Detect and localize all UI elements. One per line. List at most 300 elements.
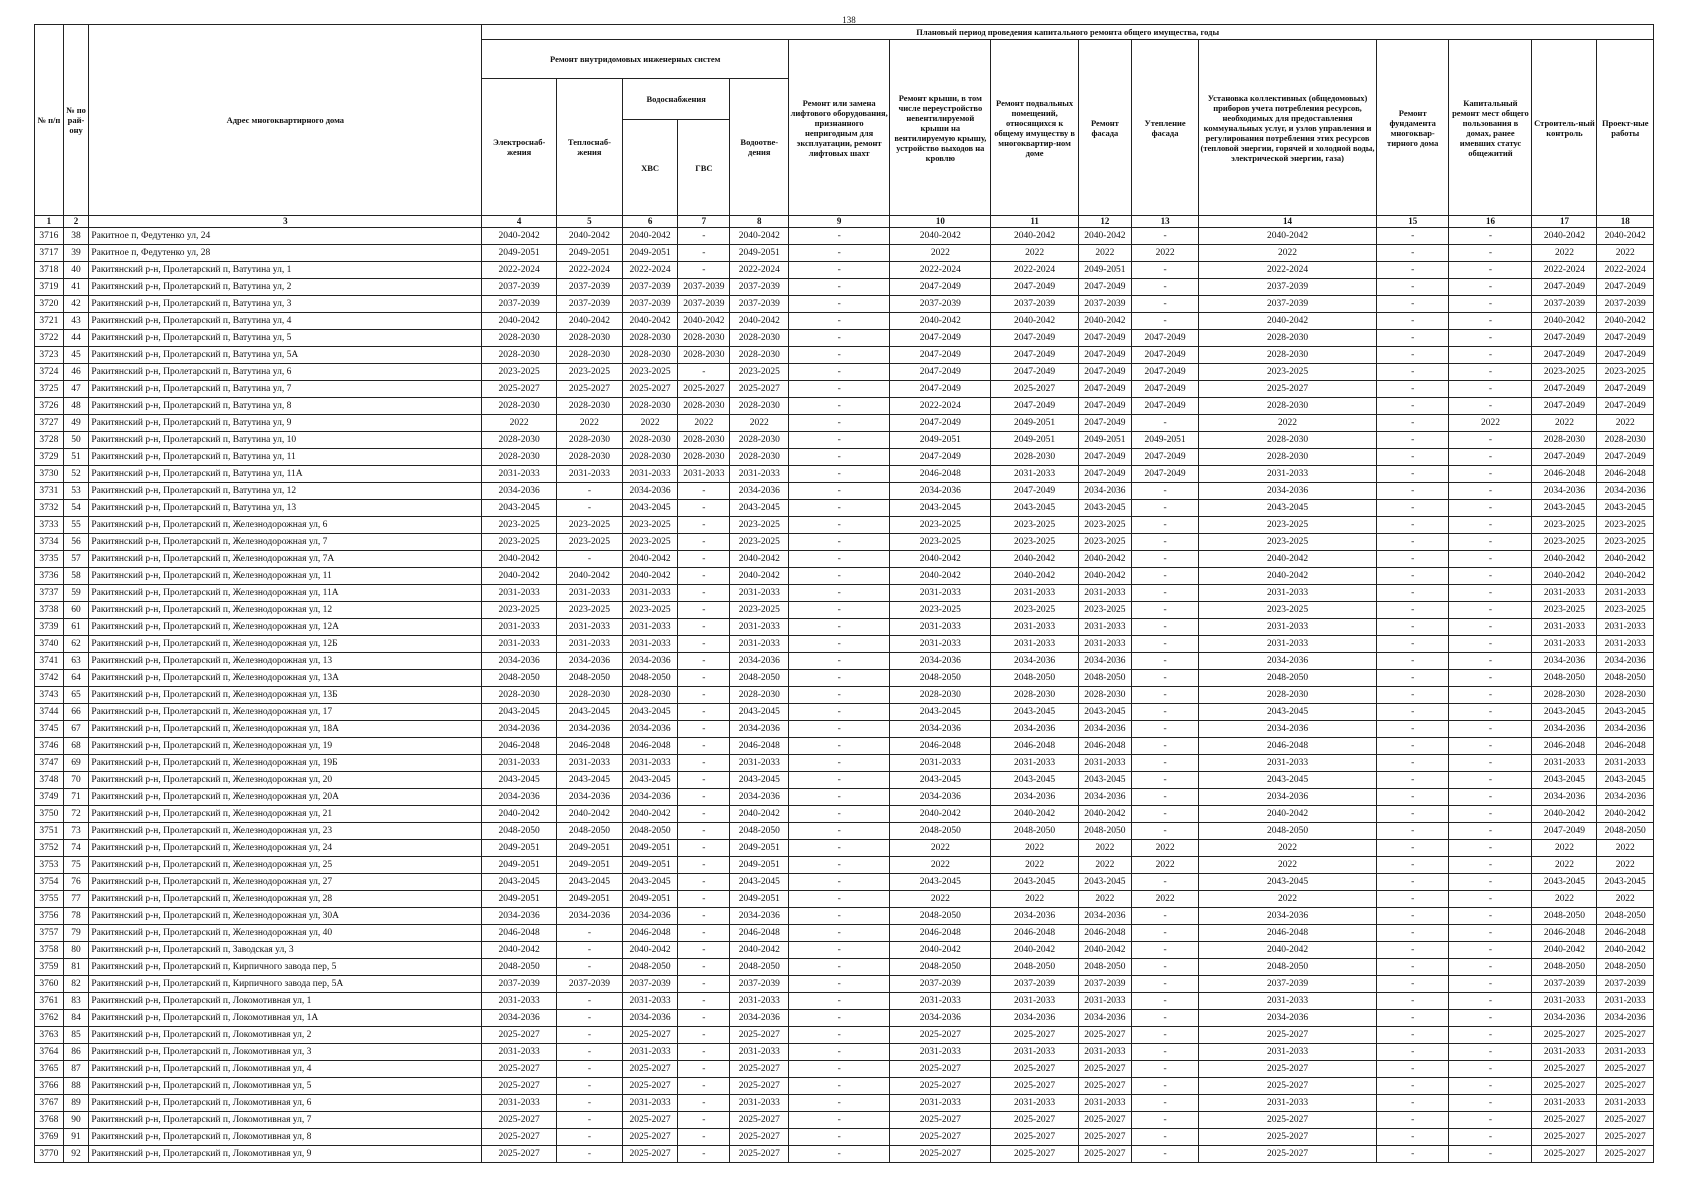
cell-insulation: 2022 xyxy=(1132,840,1199,857)
cell-basement: 2023-2025 xyxy=(991,517,1078,534)
cell-facade: 2023-2025 xyxy=(1078,534,1131,551)
cell-heat: 2037-2039 xyxy=(556,279,622,296)
cell-foundation: - xyxy=(1376,1044,1448,1061)
cell-facade: 2031-2033 xyxy=(1078,636,1131,653)
cell-heat: 2048-2050 xyxy=(556,670,622,687)
cell-dormitory: - xyxy=(1449,228,1532,245)
cell-district-num: 70 xyxy=(63,772,89,789)
cell-hot-water: - xyxy=(678,874,730,891)
cell-row-num: 3740 xyxy=(35,636,64,653)
cell-design-works: 2022 xyxy=(1597,245,1654,262)
cell-address: Ракитянский р-н, Пролетарский п, Локомотивная ул, 3 xyxy=(89,1044,482,1061)
cell-elevator: - xyxy=(789,772,890,789)
cell-design-works: 2028-2030 xyxy=(1597,687,1654,704)
cell-elevator: - xyxy=(789,313,890,330)
cell-meters: 2025-2027 xyxy=(1199,1061,1377,1078)
cell-basement: 2049-2051 xyxy=(991,415,1078,432)
cell-elevator: - xyxy=(789,891,890,908)
cell-meters: 2034-2036 xyxy=(1199,1010,1377,1027)
cell-construction-control: 2028-2030 xyxy=(1532,432,1597,449)
cell-construction-control: 2047-2049 xyxy=(1532,398,1597,415)
cell-design-works: 2031-2033 xyxy=(1597,1044,1654,1061)
cell-row-num: 3730 xyxy=(35,466,64,483)
cell-roof: 2040-2042 xyxy=(890,551,991,568)
cell-hot-water: - xyxy=(678,772,730,789)
table-row xyxy=(35,755,1654,772)
cell-insulation: - xyxy=(1132,942,1199,959)
cell-roof: 2022 xyxy=(890,245,991,262)
cell-row-num: 3724 xyxy=(35,364,64,381)
cell-hot-water: 2028-2030 xyxy=(678,449,730,466)
cell-row-num: 3716 xyxy=(35,228,64,245)
cell-insulation: 2049-2051 xyxy=(1132,432,1199,449)
cell-sewer: 2034-2036 xyxy=(730,483,789,500)
cell-facade: 2025-2027 xyxy=(1078,1112,1131,1129)
cell-hot-water: - xyxy=(678,568,730,585)
table-row xyxy=(35,840,1654,857)
cell-heat: - xyxy=(556,1095,622,1112)
cell-hot-water: 2031-2033 xyxy=(678,466,730,483)
cell-construction-control: 2040-2042 xyxy=(1532,313,1597,330)
cell-row-num: 3764 xyxy=(35,1044,64,1061)
table-row xyxy=(35,1027,1654,1044)
cell-elevator: - xyxy=(789,959,890,976)
cell-district-num: 63 xyxy=(63,653,89,670)
cell-address: Ракитянский р-н, Пролетарский п, Железнодорожная ул, 25 xyxy=(89,857,482,874)
cell-design-works: 2031-2033 xyxy=(1597,1095,1654,1112)
column-number-row xyxy=(35,216,1654,228)
cell-heat: - xyxy=(556,1010,622,1027)
cell-insulation: - xyxy=(1132,602,1199,619)
cell-heat: 2023-2025 xyxy=(556,364,622,381)
cell-row-num: 3748 xyxy=(35,772,64,789)
cell-address: Ракитянский р-н, Пролетарский п, Железнодорожная ул, 17 xyxy=(89,704,482,721)
cell-row-num: 3749 xyxy=(35,789,64,806)
cell-meters: 2043-2045 xyxy=(1199,772,1377,789)
cell-heat: - xyxy=(556,551,622,568)
cell-sewer: 2025-2027 xyxy=(730,381,789,398)
cell-address: Ракитянский р-н, Пролетарский п, Железнодорожная ул, 13Б xyxy=(89,687,482,704)
cell-basement: 2031-2033 xyxy=(991,636,1078,653)
cell-cold-water: 2031-2033 xyxy=(622,993,677,1010)
cell-district-num: 38 xyxy=(63,228,89,245)
column-number: 9 xyxy=(789,216,890,228)
cell-district-num: 90 xyxy=(63,1112,89,1129)
cell-cold-water: 2031-2033 xyxy=(622,619,677,636)
cell-cold-water: 2025-2027 xyxy=(622,1129,677,1146)
cell-roof: 2022 xyxy=(890,840,991,857)
cell-address: Ракитянский р-н, Пролетарский п, Локомотивная ул, 7 xyxy=(89,1112,482,1129)
cell-facade: 2047-2049 xyxy=(1078,415,1131,432)
cell-foundation: - xyxy=(1376,874,1448,891)
cell-district-num: 67 xyxy=(63,721,89,738)
cell-elevator: - xyxy=(789,1095,890,1112)
cell-design-works: 2048-2050 xyxy=(1597,823,1654,840)
cell-dormitory: - xyxy=(1449,619,1532,636)
cell-district-num: 40 xyxy=(63,262,89,279)
cell-construction-control: 2047-2049 xyxy=(1532,279,1597,296)
cell-district-num: 39 xyxy=(63,245,89,262)
cell-design-works: 2040-2042 xyxy=(1597,568,1654,585)
cell-hot-water: - xyxy=(678,721,730,738)
cell-cold-water: 2040-2042 xyxy=(622,313,677,330)
cell-design-works: 2025-2027 xyxy=(1597,1129,1654,1146)
cell-dormitory: - xyxy=(1449,942,1532,959)
cell-cold-water: 2031-2033 xyxy=(622,1095,677,1112)
table-row xyxy=(35,330,1654,347)
cell-heat: 2023-2025 xyxy=(556,602,622,619)
cell-foundation: - xyxy=(1376,347,1448,364)
cell-address: Ракитное п, Федутенко ул, 28 xyxy=(89,245,482,262)
cell-insulation: - xyxy=(1132,415,1199,432)
cell-electric: 2043-2045 xyxy=(482,500,557,517)
cell-basement: 2034-2036 xyxy=(991,908,1078,925)
cell-insulation: - xyxy=(1132,313,1199,330)
cell-sewer: 2043-2045 xyxy=(730,874,789,891)
cell-elevator: - xyxy=(789,1010,890,1027)
cell-roof: 2023-2025 xyxy=(890,602,991,619)
cell-row-num: 3734 xyxy=(35,534,64,551)
cell-heat: 2028-2030 xyxy=(556,687,622,704)
cell-dormitory: - xyxy=(1449,500,1532,517)
cell-construction-control: 2022 xyxy=(1532,245,1597,262)
cell-foundation: - xyxy=(1376,500,1448,517)
cell-cold-water: 2043-2045 xyxy=(622,500,677,517)
cell-meters: 2040-2042 xyxy=(1199,568,1377,585)
cell-elevator: - xyxy=(789,721,890,738)
cell-meters: 2028-2030 xyxy=(1199,432,1377,449)
cell-cold-water: 2025-2027 xyxy=(622,1027,677,1044)
table-row xyxy=(35,245,1654,262)
column-number: 5 xyxy=(556,216,622,228)
cell-meters: 2025-2027 xyxy=(1199,1027,1377,1044)
cell-hot-water: - xyxy=(678,1061,730,1078)
cell-address: Ракитянский р-н, Пролетарский п, Железнодорожная ул, 19Б xyxy=(89,755,482,772)
cell-design-works: 2034-2036 xyxy=(1597,721,1654,738)
cell-basement: 2025-2027 xyxy=(991,1129,1078,1146)
table-row xyxy=(35,1095,1654,1112)
cell-elevator: - xyxy=(789,823,890,840)
cell-construction-control: 2047-2049 xyxy=(1532,823,1597,840)
cell-cold-water: 2031-2033 xyxy=(622,636,677,653)
cell-roof: 2048-2050 xyxy=(890,908,991,925)
cell-electric: 2034-2036 xyxy=(482,653,557,670)
table-row xyxy=(35,398,1654,415)
cell-hot-water: - xyxy=(678,670,730,687)
header-address: Адрес многоквартирного дома xyxy=(89,25,482,216)
cell-dormitory: - xyxy=(1449,432,1532,449)
cell-dormitory: - xyxy=(1449,568,1532,585)
cell-cold-water: 2025-2027 xyxy=(622,1078,677,1095)
cell-electric: 2034-2036 xyxy=(482,908,557,925)
cell-heat: - xyxy=(556,1044,622,1061)
cell-sewer: 2031-2033 xyxy=(730,1044,789,1061)
cell-meters: 2031-2033 xyxy=(1199,619,1377,636)
cell-sewer: 2034-2036 xyxy=(730,653,789,670)
cell-insulation: - xyxy=(1132,296,1199,313)
cell-foundation: - xyxy=(1376,653,1448,670)
cell-dormitory: - xyxy=(1449,364,1532,381)
cell-cold-water: 2023-2025 xyxy=(622,534,677,551)
cell-electric: 2025-2027 xyxy=(482,1027,557,1044)
cell-dormitory: 2022 xyxy=(1449,415,1532,432)
cell-dormitory: - xyxy=(1449,1112,1532,1129)
cell-facade: 2022 xyxy=(1078,840,1131,857)
cell-insulation: - xyxy=(1132,721,1199,738)
cell-construction-control: 2022 xyxy=(1532,840,1597,857)
cell-elevator: - xyxy=(789,670,890,687)
cell-elevator: - xyxy=(789,296,890,313)
cell-facade: 2031-2033 xyxy=(1078,1044,1131,1061)
cell-heat: - xyxy=(556,1112,622,1129)
cell-dormitory: - xyxy=(1449,517,1532,534)
cell-construction-control: 2043-2045 xyxy=(1532,500,1597,517)
cell-district-num: 44 xyxy=(63,330,89,347)
cell-roof: 2023-2025 xyxy=(890,534,991,551)
cell-sewer: 2023-2025 xyxy=(730,364,789,381)
cell-address: Ракитянский р-н, Пролетарский п, Кирпичного завода пер, 5А xyxy=(89,976,482,993)
cell-heat: 2048-2050 xyxy=(556,823,622,840)
cell-district-num: 58 xyxy=(63,568,89,585)
cell-cold-water: 2031-2033 xyxy=(622,585,677,602)
cell-dormitory: - xyxy=(1449,381,1532,398)
cell-heat: - xyxy=(556,1078,622,1095)
cell-electric: 2034-2036 xyxy=(482,483,557,500)
cell-address: Ракитянский р-н, Пролетарский п, Железнодорожная ул, 11 xyxy=(89,568,482,585)
cell-row-num: 3721 xyxy=(35,313,64,330)
cell-construction-control: 2031-2033 xyxy=(1532,755,1597,772)
cell-cold-water: 2037-2039 xyxy=(622,296,677,313)
cell-hot-water: - xyxy=(678,942,730,959)
cell-roof: 2048-2050 xyxy=(890,670,991,687)
cell-heat: 2040-2042 xyxy=(556,806,622,823)
cell-meters: 2025-2027 xyxy=(1199,1112,1377,1129)
cell-hot-water: - xyxy=(678,704,730,721)
cell-insulation: - xyxy=(1132,619,1199,636)
header-num: № п/п xyxy=(35,25,64,216)
cell-row-num: 3732 xyxy=(35,500,64,517)
cell-heat: 2040-2042 xyxy=(556,313,622,330)
cell-construction-control: 2047-2049 xyxy=(1532,330,1597,347)
cell-heat: 2028-2030 xyxy=(556,449,622,466)
cell-facade: 2046-2048 xyxy=(1078,738,1131,755)
cell-hot-water: - xyxy=(678,840,730,857)
table-row xyxy=(35,483,1654,500)
table-row xyxy=(35,381,1654,398)
cell-district-num: 71 xyxy=(63,789,89,806)
cell-facade: 2022 xyxy=(1078,857,1131,874)
cell-electric: 2043-2045 xyxy=(482,704,557,721)
cell-design-works: 2028-2030 xyxy=(1597,432,1654,449)
cell-roof: 2031-2033 xyxy=(890,993,991,1010)
cell-electric: 2031-2033 xyxy=(482,636,557,653)
cell-heat: 2028-2030 xyxy=(556,398,622,415)
cell-district-num: 76 xyxy=(63,874,89,891)
table-body xyxy=(35,228,1654,1163)
cell-hot-water: 2028-2030 xyxy=(678,432,730,449)
cell-row-num: 3761 xyxy=(35,993,64,1010)
cell-address: Ракитянский р-н, Пролетарский п, Ватутина ул, 6 xyxy=(89,364,482,381)
cell-foundation: - xyxy=(1376,330,1448,347)
cell-hot-water: - xyxy=(678,738,730,755)
cell-facade: 2043-2045 xyxy=(1078,772,1131,789)
cell-dormitory: - xyxy=(1449,721,1532,738)
cell-construction-control: 2048-2050 xyxy=(1532,959,1597,976)
table-row xyxy=(35,551,1654,568)
cell-electric: 2025-2027 xyxy=(482,1129,557,1146)
cell-address: Ракитянский р-н, Пролетарский п, Локомотивная ул, 2 xyxy=(89,1027,482,1044)
cell-address: Ракитянский р-н, Пролетарский п, Ватутина ул, 13 xyxy=(89,500,482,517)
cell-design-works: 2047-2049 xyxy=(1597,279,1654,296)
cell-meters: 2031-2033 xyxy=(1199,466,1377,483)
cell-insulation: - xyxy=(1132,636,1199,653)
cell-foundation: - xyxy=(1376,1146,1448,1163)
cell-electric: 2028-2030 xyxy=(482,432,557,449)
cell-basement: 2034-2036 xyxy=(991,653,1078,670)
cell-meters: 2040-2042 xyxy=(1199,942,1377,959)
cell-construction-control: 2043-2045 xyxy=(1532,772,1597,789)
cell-facade: 2047-2049 xyxy=(1078,364,1131,381)
cell-insulation: 2047-2049 xyxy=(1132,398,1199,415)
cell-foundation: - xyxy=(1376,670,1448,687)
cell-electric: 2034-2036 xyxy=(482,1010,557,1027)
header-meters: Установка коллективных (общедомовых) приборов учета потребления ресурсов, необходимых для предоставления коммунальных услуг, и узлов управления и регулирования потребления этих ресурсов (тепловой энергии, горячей и холодной воды, электрической энергии, газа) xyxy=(1199,40,1377,216)
cell-row-num: 3752 xyxy=(35,840,64,857)
table-row xyxy=(35,891,1654,908)
column-number: 15 xyxy=(1376,216,1448,228)
cell-meters: 2034-2036 xyxy=(1199,908,1377,925)
cell-sewer: 2048-2050 xyxy=(730,670,789,687)
cell-heat: 2040-2042 xyxy=(556,228,622,245)
cell-hot-water: - xyxy=(678,687,730,704)
cell-facade: 2031-2033 xyxy=(1078,619,1131,636)
cell-construction-control: 2037-2039 xyxy=(1532,296,1597,313)
cell-basement: 2022 xyxy=(991,891,1078,908)
cell-basement: 2023-2025 xyxy=(991,534,1078,551)
cell-roof: 2034-2036 xyxy=(890,789,991,806)
cell-insulation: - xyxy=(1132,976,1199,993)
cell-facade: 2040-2042 xyxy=(1078,313,1131,330)
cell-construction-control: 2025-2027 xyxy=(1532,1078,1597,1095)
cell-sewer: 2031-2033 xyxy=(730,619,789,636)
cell-sewer: 2022-2024 xyxy=(730,262,789,279)
cell-heat: - xyxy=(556,993,622,1010)
cell-address: Ракитянский р-н, Пролетарский п, Ватутина ул, 11А xyxy=(89,466,482,483)
cell-hot-water: - xyxy=(678,1095,730,1112)
cell-hot-water: - xyxy=(678,619,730,636)
cell-foundation: - xyxy=(1376,415,1448,432)
cell-basement: 2025-2027 xyxy=(991,1146,1078,1163)
cell-row-num: 3746 xyxy=(35,738,64,755)
cell-insulation: - xyxy=(1132,806,1199,823)
table-row xyxy=(35,228,1654,245)
cell-facade: 2031-2033 xyxy=(1078,585,1131,602)
cell-sewer: 2040-2042 xyxy=(730,806,789,823)
cell-meters: 2034-2036 xyxy=(1199,483,1377,500)
cell-address: Ракитянский р-н, Пролетарский п, Ватутина ул, 5 xyxy=(89,330,482,347)
cell-row-num: 3717 xyxy=(35,245,64,262)
cell-design-works: 2025-2027 xyxy=(1597,1112,1654,1129)
cell-construction-control: 2048-2050 xyxy=(1532,670,1597,687)
cell-cold-water: 2028-2030 xyxy=(622,687,677,704)
cell-dormitory: - xyxy=(1449,551,1532,568)
table-row xyxy=(35,500,1654,517)
cell-basement: 2022 xyxy=(991,840,1078,857)
cell-basement: 2043-2045 xyxy=(991,772,1078,789)
cell-row-num: 3763 xyxy=(35,1027,64,1044)
table-row xyxy=(35,721,1654,738)
cell-sewer: 2031-2033 xyxy=(730,755,789,772)
cell-row-num: 3755 xyxy=(35,891,64,908)
cell-design-works: 2031-2033 xyxy=(1597,619,1654,636)
cell-district-num: 59 xyxy=(63,585,89,602)
cell-construction-control: 2031-2033 xyxy=(1532,585,1597,602)
cell-cold-water: 2049-2051 xyxy=(622,840,677,857)
cell-elevator: - xyxy=(789,449,890,466)
cell-design-works: 2047-2049 xyxy=(1597,398,1654,415)
cell-basement: 2047-2049 xyxy=(991,364,1078,381)
cell-insulation: 2047-2049 xyxy=(1132,330,1199,347)
cell-district-num: 84 xyxy=(63,1010,89,1027)
cell-foundation: - xyxy=(1376,908,1448,925)
cell-roof: 2048-2050 xyxy=(890,959,991,976)
cell-hot-water: - xyxy=(678,653,730,670)
cell-elevator: - xyxy=(789,551,890,568)
table-row xyxy=(35,823,1654,840)
cell-design-works: 2043-2045 xyxy=(1597,772,1654,789)
cell-district-num: 64 xyxy=(63,670,89,687)
cell-facade: 2049-2051 xyxy=(1078,432,1131,449)
table-row xyxy=(35,789,1654,806)
cell-insulation: - xyxy=(1132,551,1199,568)
cell-meters: 2023-2025 xyxy=(1199,364,1377,381)
cell-design-works: 2040-2042 xyxy=(1597,228,1654,245)
cell-basement: 2034-2036 xyxy=(991,789,1078,806)
header-construction-control: Строитель-ный контроль xyxy=(1532,40,1597,216)
cell-roof: 2025-2027 xyxy=(890,1061,991,1078)
cell-address: Ракитянский р-н, Пролетарский п, Ватутина ул, 7 xyxy=(89,381,482,398)
column-number: 3 xyxy=(89,216,482,228)
cell-heat: 2023-2025 xyxy=(556,534,622,551)
cell-sewer: 2034-2036 xyxy=(730,721,789,738)
cell-basement: 2046-2048 xyxy=(991,738,1078,755)
cell-dormitory: - xyxy=(1449,602,1532,619)
cell-facade: 2040-2042 xyxy=(1078,551,1131,568)
table-row xyxy=(35,534,1654,551)
cell-sewer: 2034-2036 xyxy=(730,1010,789,1027)
cell-design-works: 2034-2036 xyxy=(1597,653,1654,670)
cell-insulation: - xyxy=(1132,1129,1199,1146)
cell-foundation: - xyxy=(1376,959,1448,976)
cell-meters: 2043-2045 xyxy=(1199,874,1377,891)
cell-design-works: 2047-2049 xyxy=(1597,381,1654,398)
cell-construction-control: 2031-2033 xyxy=(1532,1044,1597,1061)
cell-insulation: - xyxy=(1132,1112,1199,1129)
cell-facade: 2048-2050 xyxy=(1078,823,1131,840)
cell-roof: 2023-2025 xyxy=(890,517,991,534)
cell-district-num: 56 xyxy=(63,534,89,551)
cell-facade: 2047-2049 xyxy=(1078,347,1131,364)
cell-district-num: 57 xyxy=(63,551,89,568)
cell-sewer: 2040-2042 xyxy=(730,568,789,585)
cell-sewer: 2028-2030 xyxy=(730,398,789,415)
cell-sewer: 2025-2027 xyxy=(730,1078,789,1095)
cell-hot-water: - xyxy=(678,857,730,874)
cell-cold-water: 2040-2042 xyxy=(622,806,677,823)
cell-address: Ракитное п, Федутенко ул, 24 xyxy=(89,228,482,245)
cell-facade: 2043-2045 xyxy=(1078,704,1131,721)
cell-foundation: - xyxy=(1376,296,1448,313)
